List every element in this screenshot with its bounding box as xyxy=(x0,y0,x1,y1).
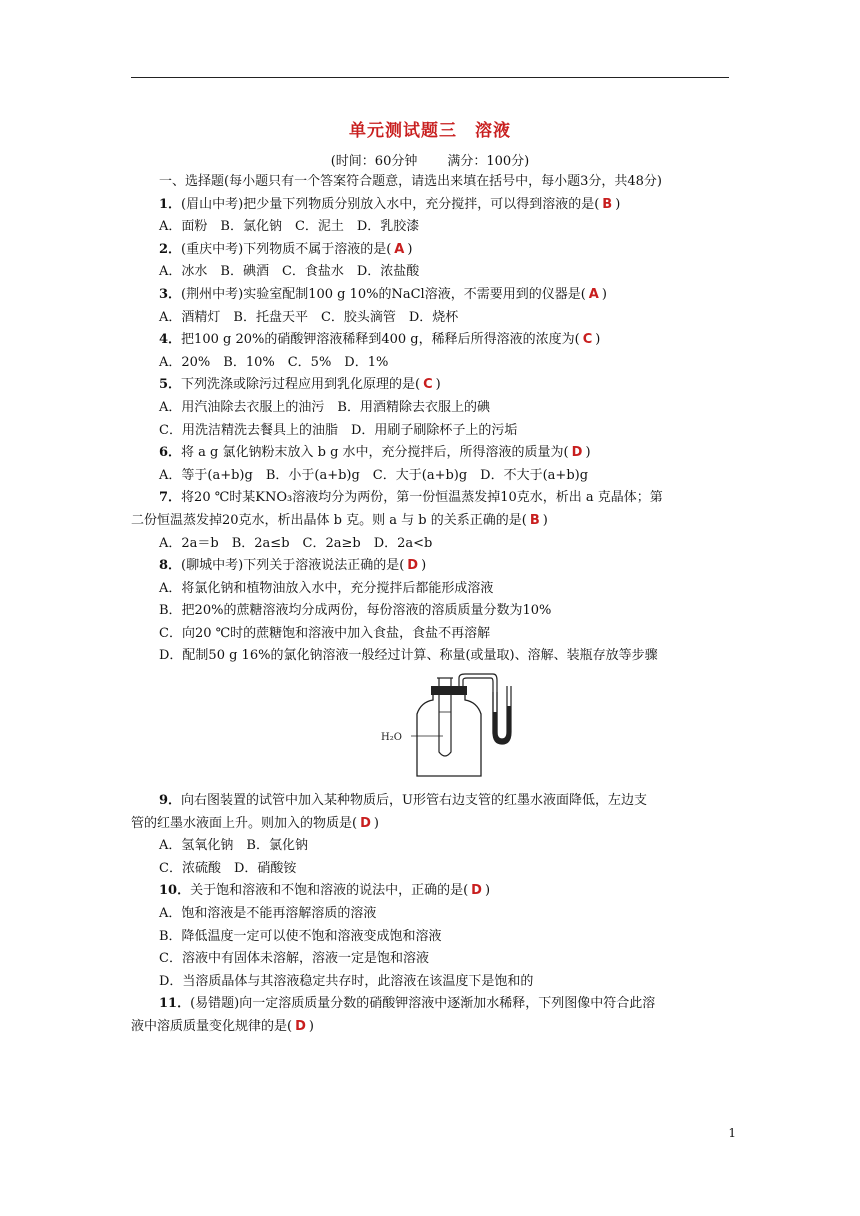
question-1: 1．(眉山中考)把少量下列物质分别放入水中，充分搅拌，可以得到溶液的是( B ) xyxy=(159,196,621,212)
answer: D xyxy=(471,883,482,899)
question-5: 5．下列洗涤或除污过程应用到乳化原理的是( C ) xyxy=(159,377,441,393)
answer: D xyxy=(295,1019,306,1034)
question-10-option-a: A．饱和溶液是不能再溶解溶质的溶液 xyxy=(159,906,377,922)
answer: D xyxy=(407,558,419,574)
question-6-options: A．等于(a+b)g B．小于(a+b)g C．大于(a+b)g D．不大于(a+b)g xyxy=(159,467,589,483)
question-1-options: A．面粉 B．氯化钠 C．泥土 D．乳胶漆 xyxy=(159,219,420,235)
question-9-options-ab: A．氢氧化钠 B．氯化钠 xyxy=(159,838,308,854)
page-title: 单元测试题三 溶液 xyxy=(349,121,511,141)
question-9-cont: 管的红墨水液面上升。则加入的物质是( D ) xyxy=(131,815,379,831)
question-11: 11．(易错题)向一定溶质质量分数的硝酸钾溶液中逐渐加水稀释，下列图像中符合此溶 xyxy=(159,996,656,1012)
answer: B xyxy=(529,512,540,528)
apparatus-figure xyxy=(131,672,731,784)
question-10-option-b: B．降低温度一定可以使不饱和溶液变成饱和溶液 xyxy=(159,928,442,944)
answer: D xyxy=(360,815,371,831)
section-intro: 一、选择题(每小题只有一个答案符合题意，请选出来填在括号中，每小题3分，共48分) xyxy=(159,174,662,189)
question-5-options-ab: A．用汽油除去衣服上的油污 B．用酒精除去衣服上的碘 xyxy=(159,399,490,415)
question-10-option-c: C．溶液中有固体未溶解，溶液一定是饱和溶液 xyxy=(159,951,429,967)
question-9-options-cd: C．浓硫酸 D．硝酸铵 xyxy=(159,860,297,876)
answer: D xyxy=(571,445,583,461)
stopper xyxy=(431,686,467,695)
question-11-cont: 液中溶质质量变化规律的是( D ) xyxy=(131,1019,314,1034)
question-content xyxy=(131,171,731,1039)
question-8-option-a: A．将氯化钠和植物油放入水中，充分搅拌后都能形成溶液 xyxy=(159,580,494,596)
question-8: 8．(聊城中考)下列关于溶液说法正确的是( D ) xyxy=(159,558,427,574)
flask-outline xyxy=(417,694,481,776)
question-2: 2．(重庆中考)下列物质不属于溶液的是( A ) xyxy=(159,241,413,257)
connecting-tube xyxy=(459,674,497,734)
question-9: 9．向右图装置的试管中加入某种物质后，U形管右边支管的红墨水液面降低，左边支 xyxy=(159,793,648,809)
h2o-label: H₂O xyxy=(381,732,402,744)
question-3-options: A．酒精灯 B．托盘天平 C．胶头滴管 D．烧杯 xyxy=(159,309,459,325)
header-rule xyxy=(131,77,729,78)
question-10-option-d: D．当溶质晶体与其溶液稳定共存时，此溶液在该温度下是饱和的 xyxy=(159,973,534,989)
question-7: 7．将20 ℃时某KNO₃溶液均分为两份，第一份恒温蒸发掉10克水，析出 a 克晶体；第 xyxy=(159,490,663,506)
answer: A xyxy=(588,286,599,302)
answer: C xyxy=(582,332,593,348)
answer: A xyxy=(394,241,405,257)
question-4-options: A．20% B．10% C．5% D．1% xyxy=(159,354,389,370)
question-7-options: A．2a＝b B．2a≤b C．2a≥b D．2a<b xyxy=(159,535,433,551)
question-6: 6．将 a g 氯化钠粉末放入 b g 水中，充分搅拌后，所得溶液的质量为( D ) xyxy=(159,445,591,461)
question-4: 4．把100 g 20%的硝酸钾溶液稀释到400 g，稀释后所得溶液的浓度为( C ) xyxy=(159,332,601,348)
time-score-line: (时间：60分钟 满分：100分) xyxy=(330,154,530,169)
question-8-option-b: B．把20%的蔗糖溶液均分成两份，每份溶液的溶质质量分数为10% xyxy=(159,603,552,619)
question-8-option-d: D．配制50 g 16%的氯化钠溶液一般经过计算、称量(或量取)、溶解、装瓶存放等步骤 xyxy=(159,648,658,664)
red-ink xyxy=(493,706,511,744)
question-2-options: A．冰水 B．碘酒 C．食盐水 D．浓盐酸 xyxy=(159,264,420,280)
question-5-options-cd: C．用洗洁精洗去餐具上的油脂 D．用刷子刷除杯子上的污垢 xyxy=(159,422,518,438)
question-8-option-c: C．向20 ℃时的蔗糖饱和溶液中加入食盐，食盐不再溶解 xyxy=(159,625,491,641)
question-10: 10．关于饱和溶液和不饱和溶液的说法中，正确的是( D ) xyxy=(159,883,491,899)
page-number: 1 xyxy=(728,1126,736,1140)
apparatus-diagram xyxy=(381,672,521,782)
answer: C xyxy=(423,377,433,393)
question-7-cont: 二份恒温蒸发掉20克水，析出晶体 b 克。则 a 与 b 的关系正确的是( B ) xyxy=(131,512,548,528)
answer: B xyxy=(602,196,613,212)
question-3: 3．(荆州中考)实验室配制100 g 10%的NaCl溶液，不需要用到的仪器是( A ) xyxy=(159,286,607,302)
